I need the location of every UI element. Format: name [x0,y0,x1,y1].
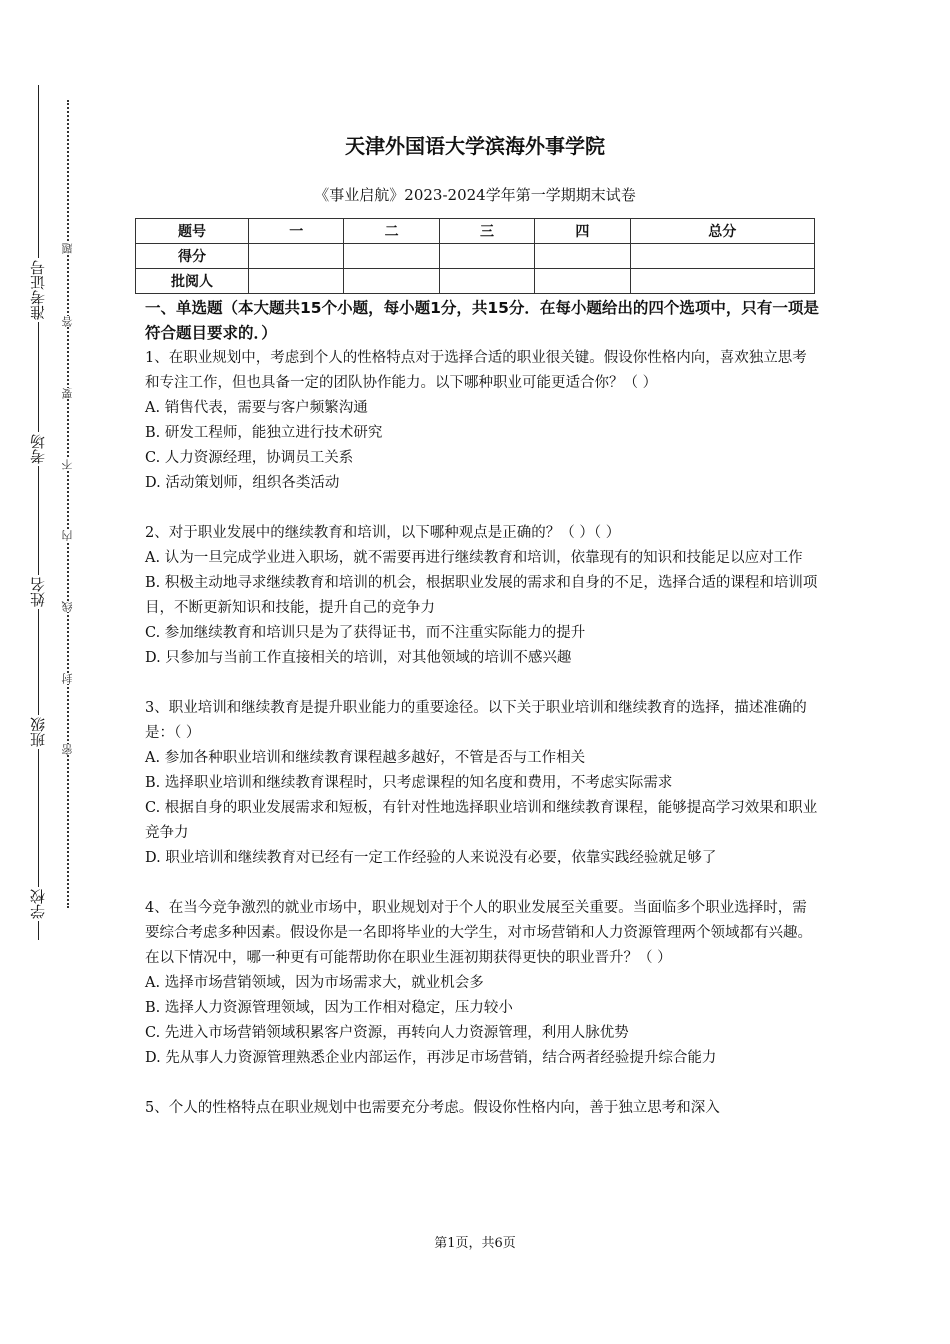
field-name-label: 姓名 [20,575,56,609]
option-b: B. 研发工程师，能独立进行技术研究 [145,425,383,441]
seal-char: 封 [58,673,78,684]
option-a: A. 销售代表，需要与客户频繁沟通 [145,400,368,416]
score-table-header-cell: 一 [249,219,344,244]
option-d: D. 先从事人力资源管理熟悉企业内部运作，再涉足市场营销，结合两者经验提升综合能力 [145,1050,717,1066]
option-a: A. 参加各种职业培训和继续教育课程越多越好，不管是否与工作相关 [145,750,586,766]
exam-content [145,296,820,1121]
option-c: C. 参加继续教育和培训只是为了获得证书，而不注重实际能力的提升 [145,625,586,641]
option-c: C. 根据自身的职业发展需求和短板，有针对性地选择职业培训和继续教育课程，能够提高学习效果和职业竞争力 [145,800,818,841]
question-3 [145,696,820,871]
score-cell[interactable] [630,244,814,269]
grader-cell[interactable] [630,269,814,294]
binding-dotted-line [67,100,69,908]
seal-char: 密 [58,744,78,755]
score-table-header-cell: 三 [439,219,534,244]
grader-cell[interactable] [344,269,439,294]
score-cell[interactable] [249,244,344,269]
score-cell[interactable] [535,244,630,269]
score-table-row [136,244,815,269]
grader-cell[interactable] [439,269,534,294]
grader-cell[interactable] [249,269,344,294]
option-d: D. 活动策划师，组织各类活动 [145,475,340,491]
question-2 [145,521,820,671]
option-c: C. 人力资源经理，协调员工关系 [145,450,354,466]
option-d: D. 职业培训和继续教育对已经有一定工作经验的人来说没有必要，依靠实践经验就足够了 [145,850,717,866]
exam-subtitle: 《事业启航》2023-2024学年第一学期期末试卷 [314,186,636,204]
page-footer: 第1页，共6页 [434,1236,516,1251]
score-table-header-cell: 四 [535,219,630,244]
field-school-label: 学校 [20,887,56,921]
field-exam-id-label: 准考证号 [20,258,56,322]
question-stem: 1、在职业规划中，考虑到个人的性格特点对于选择合适的职业很关键。假设你性格内向，喜欢独立思考和专注工作，但也具备一定的团队协作能力。以下哪种职业可能更适合你？（ ） [145,350,807,391]
seal-char: 答 [58,316,78,327]
question-stem: 5、个人的性格特点在职业规划中也需要充分考虑。假设你性格内向，善于独立思考和深入 [145,1100,720,1116]
question-stem: 4、在当今竞争激烈的就业市场中，职业规划对于个人的职业发展至关重要。当面临多个职业选择时，需要综合考虑多种因素。假设你是一名即将毕业的大学生，对市场营销和人力资源管理两个领域都有兴趣。在以下情况中，哪一种更有可能帮助你在职业生涯初期获得更快的职业晋升？（ ） [145,900,812,966]
score-cell[interactable] [344,244,439,269]
seal-char: 要 [58,388,78,399]
field-exam-room-label: 考场 [20,432,56,466]
score-cell[interactable] [439,244,534,269]
binding-solid-line [38,85,39,940]
seal-char: 题 [58,243,78,254]
seal-char: 线 [58,601,78,612]
question-stem: 3、职业培训和继续教育是提升职业能力的重要途径。以下关于职业培训和继续教育的选择，描述准确的是：（ ） [145,700,807,741]
option-a: A. 认为一旦完成学业进入职场，就不需要再进行继续教育和培训，依靠现有的知识和技能足以应对工作 [145,550,803,566]
seal-char: 不 [58,459,78,470]
question-stem: 2、对于职业发展中的继续教育和培训，以下哪种观点是正确的？（ ）（ ） [145,525,621,541]
question-5 [145,1096,820,1121]
field-class-label: 班级 [20,715,56,749]
option-c: C. 先进入市场营销领域积累客户资源，再转向人力资源管理，利用人脉优势 [145,1025,629,1041]
grader-cell[interactable] [535,269,630,294]
exam-institution-title: 天津外国语大学滨海外事学院 [345,134,605,158]
score-table-header-cell: 总分 [630,219,814,244]
section-heading: 一、单选题（本大题共15个小题，每小题1分，共15分．在每小题给出的四个选项中，只有一项是符合题目要求的．） [145,299,819,342]
option-d: D. 只参加与当前工作直接相关的培训，对其他领域的培训不感兴趣 [145,650,572,666]
score-table-header-cell: 二 [344,219,439,244]
question-1 [145,346,820,496]
option-b: B. 选择人力资源管理领域，因为工作相对稳定，压力较小 [145,1000,513,1016]
score-table-header-cell: 题号 [136,219,249,244]
option-b: B. 选择职业培训和继续教育课程时，只考虑课程的知名度和费用，不考虑实际需求 [145,775,673,791]
option-a: A. 选择市场营销领域，因为市场需求大，就业机会多 [145,975,484,991]
score-table [135,218,815,294]
seal-char: 内 [58,530,78,541]
option-b: B. 积极主动地寻求继续教育和培训的机会，根据职业发展的需求和自身的不足，选择合适的课程和培训项目，不断更新知识和技能，提升自己的竞争力 [145,575,818,616]
grader-row-label: 批阅人 [136,269,249,294]
question-4 [145,896,820,1071]
score-table-header-row [136,219,815,244]
score-table-row [136,269,815,294]
score-row-label: 得分 [136,244,249,269]
